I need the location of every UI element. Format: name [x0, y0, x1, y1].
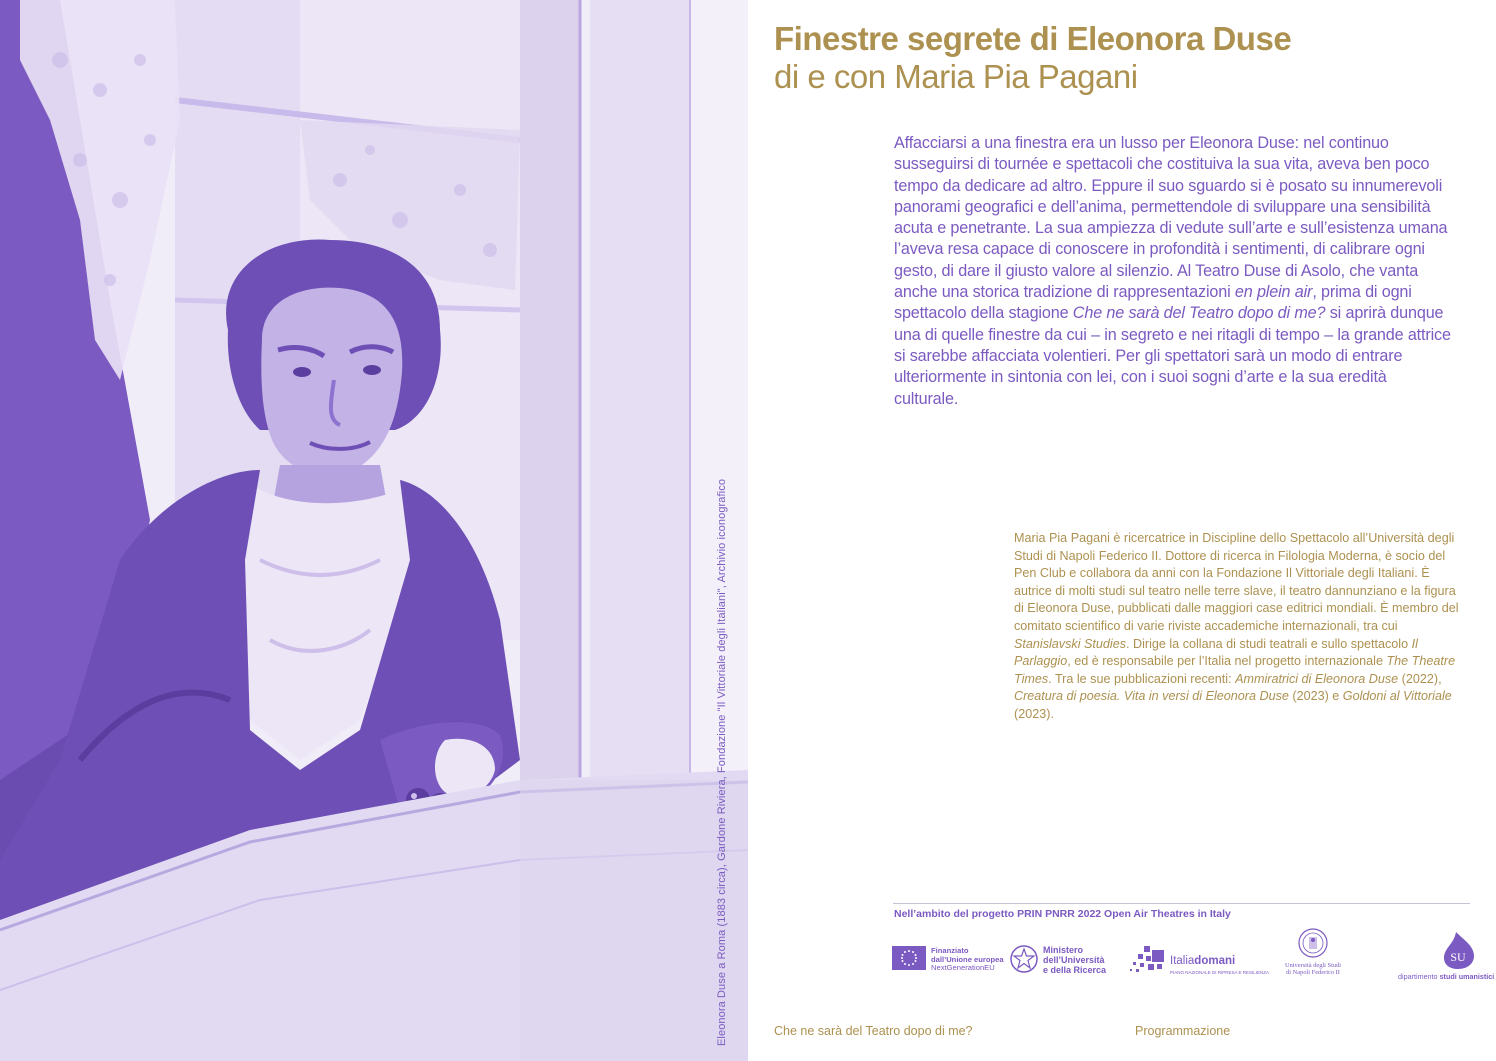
su-label-b: studi umanistici: [1439, 972, 1495, 981]
unina-line-2: di Napoli Federico II: [1286, 969, 1340, 976]
mur-label: [1043, 945, 1133, 975]
eu-line-2: dall’Unione europea: [931, 954, 1004, 964]
logo-unina[interactable]: [1278, 928, 1348, 976]
eu-line-1: Finanziato: [931, 946, 969, 955]
bio-text-6: (2023) e: [1288, 689, 1343, 704]
unina-line-1: Università degli Studi: [1284, 962, 1342, 969]
italiadomani-name-a: Italia: [1170, 955, 1195, 967]
italiadomani-sub: PIANO NAZIONALE DI RIPRESA E RESILIENZA: [1170, 970, 1270, 975]
unina-label: [1278, 962, 1348, 976]
eu-flag-icon: [892, 946, 926, 970]
eu-line-3: NextGenerationEU: [931, 963, 995, 973]
university-seal-icon: [1278, 928, 1348, 960]
bio-italic-1: Stanislavski Studies: [1014, 636, 1126, 651]
bio-italic-4: Ammiratrici di Eleonora Duse: [1235, 671, 1399, 686]
italiadomani-name-b: domani: [1194, 955, 1236, 967]
italiadomani-name: [1170, 955, 1235, 967]
bio-italic-2: Il Parlaggio: [1014, 636, 1418, 669]
bio-paragraph: [1014, 530, 1464, 724]
intro-italic-2: Che ne sarà del Teatro dopo di me?: [1072, 304, 1326, 323]
project-note: Nell’ambito del progetto PRIN PNRR 2022 Open Air Theatres in Italy: [894, 908, 1231, 920]
bio-italic-5: Creatura di poesia. Vita in versi di Eleonora Duse: [1014, 689, 1289, 704]
su-drop-icon: [1398, 930, 1478, 970]
su-mark: SU: [1450, 950, 1466, 964]
divider: [893, 903, 1470, 904]
bio-text-2: . Dirige la collana di studi teatrali e sullo spettacolo: [1126, 636, 1412, 651]
page-title: [774, 20, 1291, 96]
footer-season-title: Che ne sarà del Teatro dopo di me?: [774, 1024, 973, 1038]
italiadomani-squares-icon: [1130, 944, 1168, 974]
bio-text-5: (2022),: [1398, 671, 1442, 686]
sponsor-logos: [892, 928, 1495, 988]
logo-italiadomani[interactable]: [1130, 944, 1270, 979]
bio-text-4: . Tra le sue pubblicazioni recenti:: [1048, 671, 1236, 686]
italian-emblem-icon: [1010, 944, 1038, 974]
title-line-2: di e con Maria Pia Pagani: [774, 58, 1138, 95]
intro-italic-1: en plein air: [1234, 283, 1313, 302]
photo-credit: Eleonora Duse a Roma (1883 circa), Gardone Riviera, Fondazione "Il Vittoriale degli Italiani", Archivio iconografico: [716, 478, 728, 1046]
title-line-1: Finestre segrete di Eleonora Duse: [774, 20, 1292, 57]
mur-line-2: dell’Università: [1043, 955, 1105, 965]
bio-italic-6: Goldoni al Vittoriale: [1342, 689, 1452, 704]
bio-text-3: , ed è responsabile per l’Italia nel progetto internazionale: [1067, 654, 1387, 669]
bio-italic-3: The Theatre Times: [1014, 654, 1456, 686]
bio-text-1: Maria Pia Pagani è ricercatrice in Discipline dello Spettacolo all’Università degli Studi di Napoli Federico II. Dottore di ricerca in Filologia Moderna, è socio del Pen Club e collabora da anni con la Fondazione Il Vittoriale degli Italiani. È autrice di molti studi sul teatro nelle terre slave, il teatro dannunziano e la figura di Eleonora Duse, pubblicati dalle maggiori case editrici mondiali. È membro del comitato scientifico di varie riviste accademiche internazionali, tra cui: [1014, 531, 1459, 633]
footer-section: Programmazione: [1135, 1024, 1231, 1038]
intro-text-3: si aprirà dunque una di quelle finestre da cui – in segreto e nei ritagli di tempo – la grande attrice si sarebbe affacciata volentieri. Per gli spettatori sarà un modo di entrare ulteriormente in sintonia con lei, con i suoi sogni d’arte e la sua eredità culturale.: [894, 304, 1451, 408]
su-label: [1398, 972, 1494, 981]
mur-line-3: e della Ricerca: [1043, 965, 1107, 975]
logo-su[interactable]: [1398, 930, 1495, 981]
su-label-a: dipartimento: [1398, 972, 1440, 981]
intro-paragraph: [894, 133, 1454, 410]
mur-line-1: Ministero: [1043, 945, 1084, 955]
bio-text-7: (2023).: [1014, 706, 1054, 721]
intro-text-2: , prima di ogni spettacolo della stagione: [894, 283, 1412, 323]
intro-text-1: Affacciarsi a una finestra era un lusso per Eleonora Duse: nel continuo susseguirsi di tournée e spettacoli che costituiva la sua vita, aveva ben poco tempo da dedicare ad altro. Eppure il suo sguardo si è posato su innumerevoli panorami geografici e dell’anima, permettendole di sviluppare una sensibilità acuta e penetrante. La sua ampiezza di vedute sull’arte e sull’esistenza umana l’aveva resa capace di conoscere in profondità i sentimenti, di calibrare ogni gesto, di dare il giusto valore al silenzio. Al Teatro Duse di Asolo, che vanta anche una storica tradizione di rappresentazioni: [894, 134, 1448, 302]
logo-mur[interactable]: [1010, 944, 1107, 979]
